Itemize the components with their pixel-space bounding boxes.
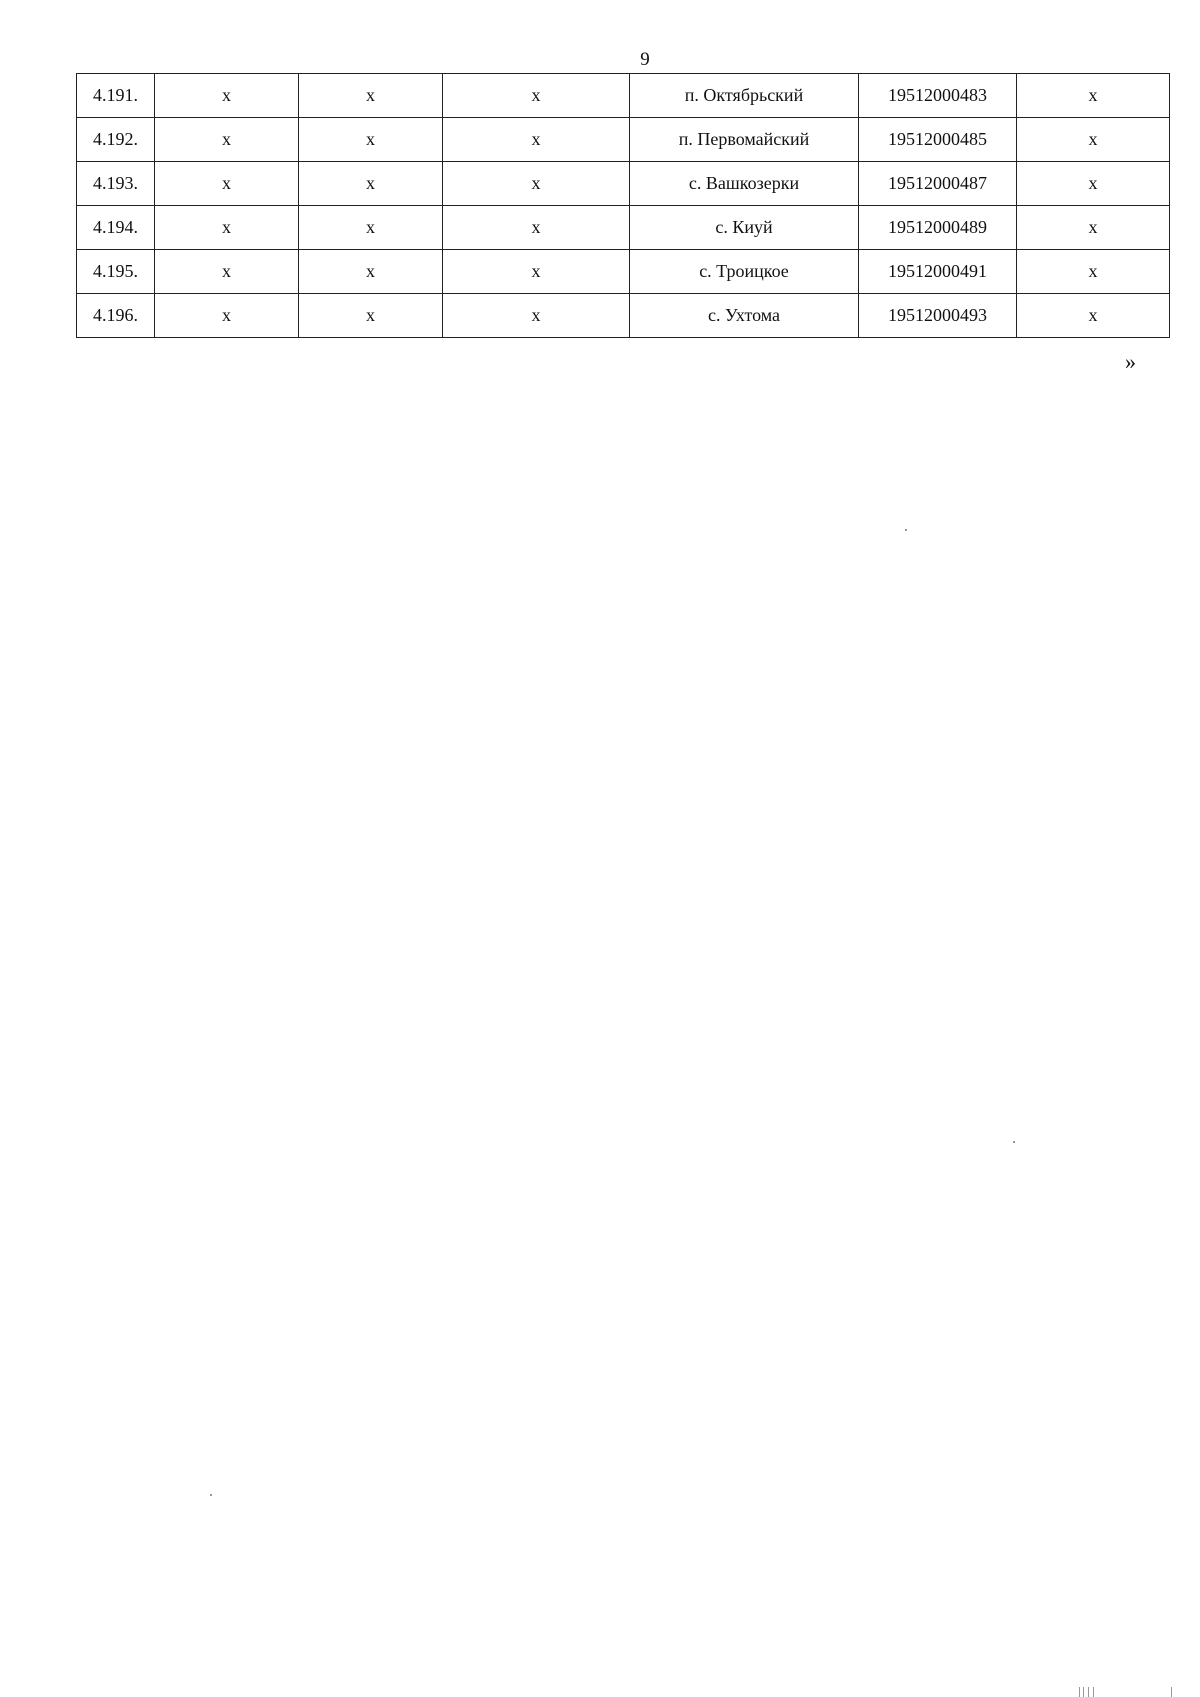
table-cell: x xyxy=(443,74,630,118)
settlement-name-cell: с. Вашкозерки xyxy=(630,162,859,206)
table-row xyxy=(77,118,1170,162)
table-cell: x xyxy=(1017,250,1170,294)
oktmo-code-cell: 19512000489 xyxy=(859,206,1017,250)
oktmo-code-cell: 19512000485 xyxy=(859,118,1017,162)
table-cell: x xyxy=(1017,74,1170,118)
table-cell: x xyxy=(443,118,630,162)
settlement-name-cell: с. Киуй xyxy=(630,206,859,250)
oktmo-code-cell: 19512000487 xyxy=(859,162,1017,206)
oktmo-code-cell: 19512000483 xyxy=(859,74,1017,118)
table-cell: x xyxy=(299,294,443,338)
table-cell: x xyxy=(155,162,299,206)
row-number-cell: 4.191. xyxy=(77,74,155,118)
table-row xyxy=(77,206,1170,250)
scan-edge-marks xyxy=(1075,1684,1175,1697)
table-cell: x xyxy=(299,118,443,162)
table-row xyxy=(77,162,1170,206)
table-cell: x xyxy=(443,294,630,338)
scan-speck xyxy=(905,529,907,531)
table-row xyxy=(77,74,1170,118)
table-cell: x xyxy=(155,206,299,250)
settlement-name-cell: с. Троицкое xyxy=(630,250,859,294)
closing-quote-mark: » xyxy=(1125,349,1136,374)
row-number-cell: 4.192. xyxy=(77,118,155,162)
table-cell: x xyxy=(299,74,443,118)
table-cell: x xyxy=(155,118,299,162)
settlements-table xyxy=(76,73,1170,338)
scan-speck xyxy=(1013,1141,1015,1143)
scan-speck xyxy=(210,1494,212,1496)
table-cell: x xyxy=(1017,206,1170,250)
table-cell: x xyxy=(299,162,443,206)
row-number-cell: 4.195. xyxy=(77,250,155,294)
table-cell: x xyxy=(1017,294,1170,338)
table-cell: x xyxy=(1017,118,1170,162)
table-row xyxy=(77,294,1170,338)
row-number-cell: 4.194. xyxy=(77,206,155,250)
table-cell: x xyxy=(155,250,299,294)
settlement-name-cell: с. Ухтома xyxy=(630,294,859,338)
table-cell: x xyxy=(443,206,630,250)
table-cell: x xyxy=(1017,162,1170,206)
table-cell: x xyxy=(155,294,299,338)
table-cell: x xyxy=(443,162,630,206)
table-cell: x xyxy=(155,74,299,118)
settlement-name-cell: п. Первомайский xyxy=(630,118,859,162)
oktmo-code-cell: 19512000493 xyxy=(859,294,1017,338)
oktmo-code-cell: 19512000491 xyxy=(859,250,1017,294)
row-number-cell: 4.196. xyxy=(77,294,155,338)
settlement-name-cell: п. Октябрьский xyxy=(630,74,859,118)
table-row xyxy=(77,250,1170,294)
row-number-cell: 4.193. xyxy=(77,162,155,206)
table-cell: x xyxy=(299,250,443,294)
table-cell: x xyxy=(443,250,630,294)
table-cell: x xyxy=(299,206,443,250)
page-number: 9 xyxy=(640,49,650,70)
